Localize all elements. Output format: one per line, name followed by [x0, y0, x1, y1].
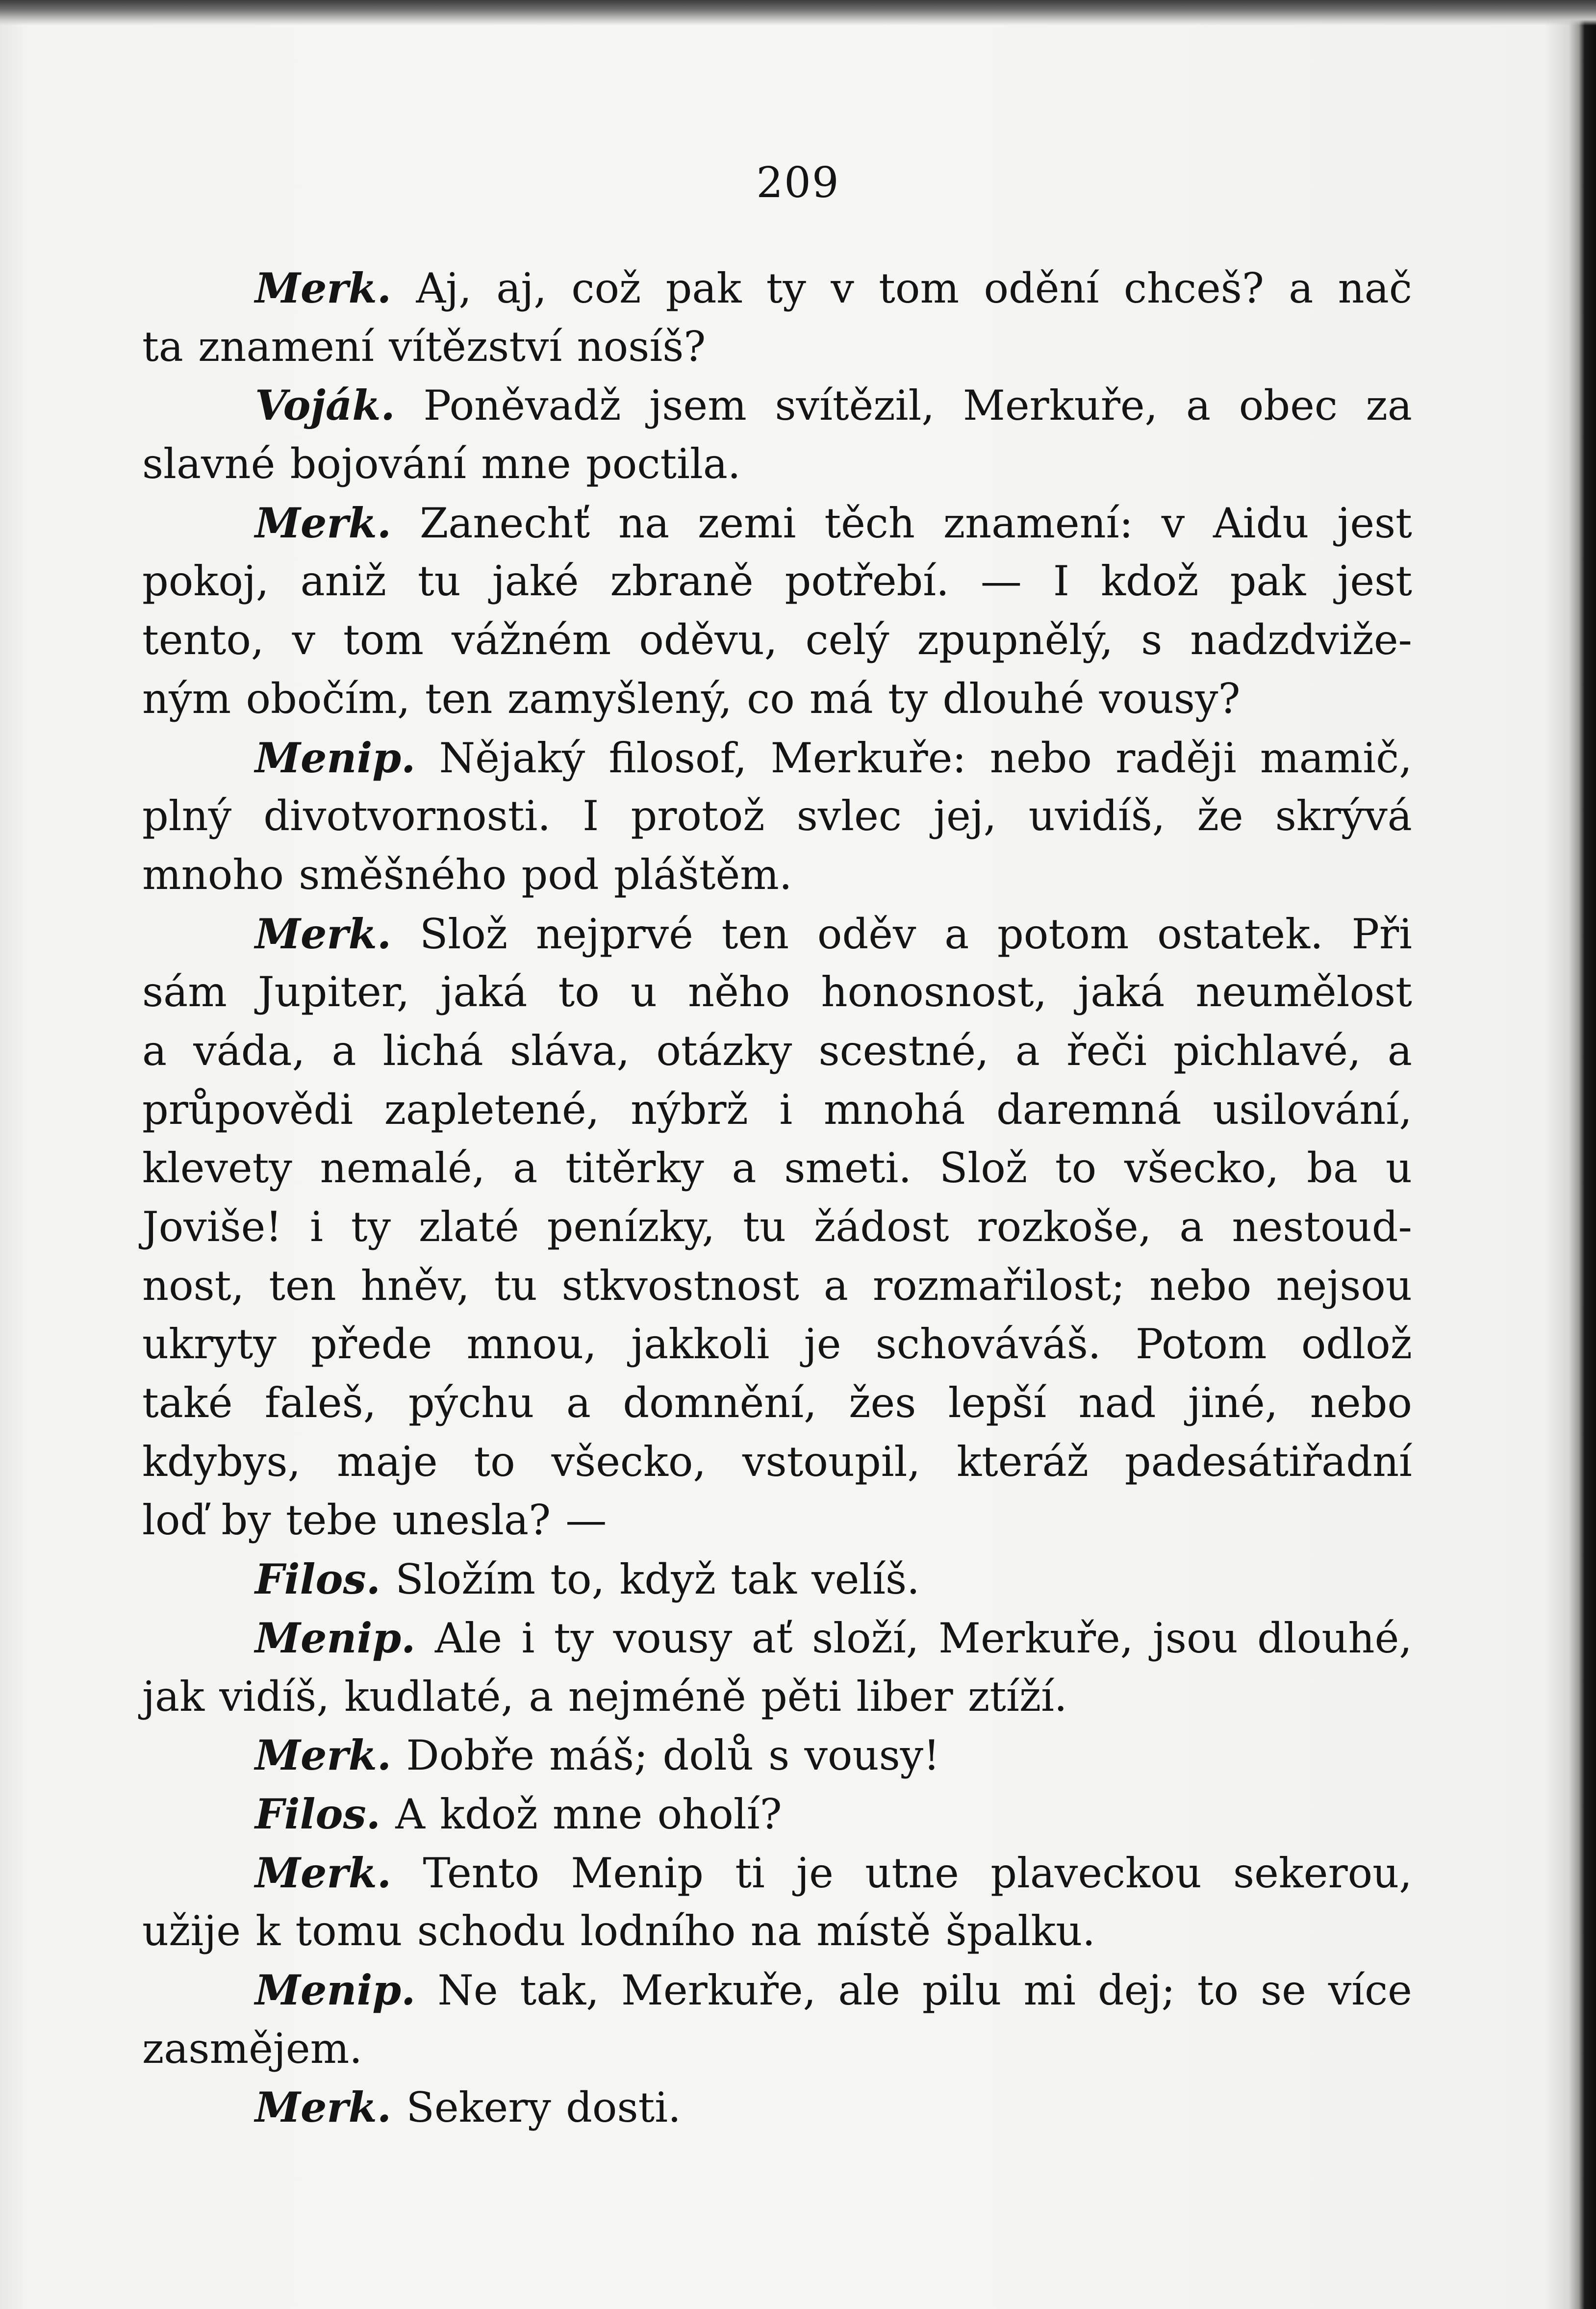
word: liber [856, 1672, 953, 1721]
word: tu [743, 1203, 786, 1251]
word: těch [824, 499, 915, 547]
word: co [747, 674, 795, 723]
word: lepší [948, 1379, 1047, 1427]
text-line [142, 963, 1412, 1022]
word: vítězství [389, 322, 562, 371]
word: kdybys, [142, 1437, 301, 1486]
speaker-name: Merk. [255, 2083, 392, 2132]
word: složí, [812, 1614, 919, 1662]
word: vousy [613, 1614, 733, 1662]
word: směšného [299, 850, 507, 899]
word: pod [521, 850, 599, 899]
word: svítězil, [775, 381, 935, 430]
word: a [1015, 1026, 1040, 1075]
text-line [142, 1609, 1412, 1668]
word: u [630, 968, 657, 1016]
text-line [142, 2078, 1412, 2137]
word: přede [311, 1320, 432, 1369]
speaker-name: Filos. [255, 1789, 381, 1838]
word: utne [865, 1849, 959, 1897]
word: obec [1239, 381, 1338, 430]
text-line [142, 259, 1412, 318]
word: kdož [440, 1790, 538, 1838]
word: nadzdviže- [1190, 616, 1412, 664]
word: jaká [440, 968, 528, 1016]
word: jsou [1152, 1614, 1238, 1662]
word: tak, [520, 1966, 599, 2014]
word: ukryty [142, 1320, 277, 1369]
word: — [980, 557, 1022, 606]
word: odlož [1301, 1320, 1412, 1369]
word: všecko, [1124, 1144, 1279, 1193]
word: nosíš? [577, 322, 706, 371]
text-line [142, 376, 1412, 435]
word: schováváš. [875, 1320, 1101, 1369]
word: mne [481, 440, 571, 488]
word: slavné [142, 440, 276, 488]
word: nejméně [568, 1672, 746, 1721]
word: odění [984, 264, 1099, 312]
word: zamyšlený, [507, 674, 732, 723]
word: dosti. [566, 2083, 681, 2132]
word: a [513, 1144, 538, 1193]
word: Menip [571, 1849, 704, 1897]
word: chceš? [1123, 264, 1264, 312]
word: neumělost [1195, 968, 1412, 1016]
word: Slož [419, 910, 508, 958]
word: divotvornosti. [263, 792, 551, 840]
text-line [142, 1374, 1412, 1433]
word: pak [1230, 557, 1306, 606]
word: Složím [395, 1555, 536, 1604]
word: maje [337, 1437, 438, 1486]
word: váda, [193, 1026, 305, 1075]
word: honosnost, [821, 968, 1047, 1016]
word: vstoupil, [742, 1437, 921, 1486]
word: žádost [814, 1203, 949, 1251]
word: aj, [496, 264, 547, 312]
word: to [558, 968, 600, 1016]
text-line [142, 1139, 1412, 1198]
word: filosof, [608, 734, 747, 782]
word: Merkuře: [770, 734, 966, 782]
word: tom [879, 264, 960, 312]
word: pýchu [408, 1379, 534, 1427]
word: dlouhé, [1257, 1614, 1412, 1662]
word: pak [665, 264, 742, 312]
word: pilu [922, 1966, 1002, 2014]
word: mnoho [142, 850, 284, 899]
word: to [1055, 1144, 1097, 1193]
speaker-name: Merk. [255, 1848, 392, 1897]
word: jaká [1078, 968, 1165, 1016]
word: že [1197, 792, 1243, 840]
word: na [618, 499, 670, 547]
word: lichá [382, 1026, 483, 1075]
word: tak [731, 1555, 797, 1604]
text-line [142, 1198, 1412, 1257]
word: Aidu [1213, 499, 1309, 547]
word: nad [1078, 1379, 1156, 1427]
text-line [142, 318, 1412, 377]
word: celý [805, 616, 889, 664]
word: nemalé, [320, 1144, 485, 1193]
word: by [221, 1496, 271, 1545]
text-line [142, 1961, 1412, 2020]
word: kudlaté, [344, 1672, 514, 1721]
word: Při [1351, 910, 1412, 958]
word: unesla? [392, 1496, 551, 1545]
word: ta [142, 322, 183, 371]
word: také [142, 1379, 233, 1427]
word: plaveckou [990, 1849, 1202, 1897]
word: nýbrž [631, 1085, 748, 1134]
word: faleš, [264, 1379, 377, 1427]
word: to [1197, 1966, 1239, 2014]
word: mi [1023, 1966, 1076, 2014]
word: mnou, [466, 1320, 597, 1369]
word: kdož [1101, 557, 1199, 606]
word: pláštěm. [613, 850, 792, 899]
word: všecko, [551, 1437, 707, 1486]
word: ty [554, 1614, 594, 1662]
word: pokoj, [142, 557, 269, 606]
word: pěti [760, 1672, 842, 1721]
word: ale [838, 1966, 900, 2014]
word: lodního [580, 1907, 736, 1955]
word: oděv [817, 910, 916, 958]
word: a [331, 1026, 356, 1075]
word: užije [142, 1907, 241, 1955]
word: skrývá [1275, 792, 1412, 840]
speaker-name: Filos. [255, 1555, 381, 1604]
word: nestoud- [1232, 1203, 1412, 1251]
word: plný [142, 792, 232, 840]
word: sláva, [509, 1026, 630, 1075]
word: mne [552, 1790, 643, 1838]
word: a [823, 1261, 848, 1310]
word: svlec [796, 792, 902, 840]
word: loď [142, 1496, 207, 1545]
word: domnění, [623, 1379, 817, 1427]
text-line [142, 670, 1412, 729]
text-line [142, 1902, 1412, 1961]
word: daremná [996, 1085, 1182, 1134]
word: i [521, 1614, 535, 1662]
text-line [142, 1315, 1412, 1374]
word: a [566, 1379, 591, 1427]
word: Dobře [406, 1731, 534, 1780]
word: penízky, [547, 1203, 715, 1251]
word: Ale [434, 1614, 503, 1662]
word: za [1366, 381, 1412, 430]
word: pichlavé, [1173, 1026, 1361, 1075]
word: jak [142, 1672, 205, 1721]
word: scestné, [818, 1026, 989, 1075]
word: klevety [142, 1144, 292, 1193]
word: stkvostnost [561, 1261, 799, 1310]
speaker-name: Menip. [255, 733, 416, 782]
word: máš; [549, 1731, 648, 1780]
word: kteráž [957, 1437, 1089, 1486]
text-line [142, 611, 1412, 670]
word: dolů [662, 1731, 754, 1780]
word: s [768, 1731, 790, 1780]
word: nost, [142, 1261, 245, 1310]
word: I [583, 792, 599, 840]
word: zemi [698, 499, 796, 547]
word: je [804, 1320, 841, 1369]
word: velíš. [811, 1555, 920, 1604]
word: vážném [452, 616, 611, 664]
word: ztíží. [967, 1672, 1067, 1721]
word: zapletené, [384, 1085, 600, 1134]
text-line [142, 846, 1412, 905]
word: jaké [492, 557, 579, 606]
word: špalku. [945, 1907, 1095, 1955]
word: více [1328, 1966, 1412, 2014]
text-line [142, 1257, 1412, 1316]
word: má [810, 674, 873, 723]
text-line [142, 1491, 1412, 1550]
word: zlaté [419, 1203, 519, 1251]
word: tom [343, 616, 424, 664]
word: raději [1115, 734, 1237, 782]
dialogue-text-block [142, 259, 1412, 2137]
word: rozmařilost; [872, 1261, 1125, 1310]
word: hněv, [360, 1261, 470, 1310]
word: i [310, 1203, 323, 1251]
word: na [750, 1907, 802, 1955]
word: Jupiter, [257, 968, 410, 1016]
word: i [779, 1085, 793, 1134]
text-line [142, 1726, 1412, 1785]
word: vousy! [804, 1731, 940, 1780]
word: Ne [437, 1966, 498, 2014]
text-line [142, 1081, 1412, 1140]
word: tomu [295, 1907, 403, 1955]
word: tu [417, 557, 461, 606]
word: mnohá [823, 1085, 965, 1134]
word: zbraně [610, 557, 754, 606]
word: Merkuře, [963, 381, 1158, 430]
word: jest [1337, 557, 1412, 606]
word: průpovědi [142, 1085, 354, 1134]
word: řeči [1066, 1026, 1147, 1075]
word: a [529, 1672, 554, 1721]
text-line [142, 1550, 1412, 1609]
word: Sekery [406, 2083, 551, 2132]
speaker-name: Merk. [255, 264, 392, 312]
word: Aj, [416, 264, 472, 312]
word: sekerou, [1233, 1849, 1412, 1897]
word: ten [425, 674, 493, 723]
word: zasmějem. [142, 2024, 362, 2073]
word: a [1387, 1026, 1412, 1075]
word: uvidíš, [1028, 792, 1165, 840]
word: tento, [142, 616, 264, 664]
word: mamič, [1260, 734, 1412, 782]
word: Merkuře, [938, 1614, 1134, 1662]
word: Potom [1135, 1320, 1267, 1369]
word: dej; [1097, 1966, 1175, 2014]
text-line [142, 552, 1412, 611]
word: ti [735, 1849, 765, 1897]
word: u [1385, 1144, 1412, 1193]
word: a [1179, 1203, 1204, 1251]
word: něho [687, 968, 790, 1016]
word: jest [1337, 499, 1412, 547]
text-line [142, 1668, 1412, 1726]
word: ty [766, 264, 806, 312]
word: sám [142, 968, 227, 1016]
text-line [142, 787, 1412, 846]
word: ným [142, 674, 231, 723]
word: a [1289, 264, 1314, 312]
word: v [292, 616, 316, 664]
word: Joviše! [142, 1203, 282, 1251]
word: Slož [939, 1144, 1028, 1193]
word: jiné, [1188, 1379, 1278, 1427]
word: nebo [989, 734, 1092, 782]
text-line [142, 1022, 1412, 1081]
word: když [619, 1555, 716, 1604]
word: místě [816, 1907, 931, 1955]
word: to, [550, 1555, 605, 1604]
speaker-name: Merk. [255, 1731, 392, 1780]
word: poctila. [585, 440, 741, 488]
page-number: 209 [756, 158, 840, 207]
word: ten [269, 1261, 336, 1310]
word: tu [494, 1261, 537, 1310]
text-line [142, 2020, 1412, 2079]
word: v [831, 264, 854, 312]
word: s [1141, 616, 1163, 664]
word: v [1161, 499, 1185, 547]
word: jakkoli [631, 1320, 770, 1369]
word: titěrky [565, 1144, 704, 1193]
word: ať [751, 1614, 793, 1662]
word: nebo [1149, 1261, 1252, 1310]
word: otázky [656, 1026, 792, 1075]
word: vousy? [1099, 674, 1241, 723]
word: A [395, 1790, 425, 1838]
word: I [1053, 557, 1070, 606]
word: aniž [300, 557, 386, 606]
word: zpupnělý, [917, 616, 1114, 664]
word: nebo [1310, 1379, 1412, 1427]
word: Zanechť [419, 499, 590, 547]
word: a [944, 910, 969, 958]
word: a [142, 1026, 167, 1075]
speaker-name: Menip. [255, 1965, 416, 2014]
text-line [142, 905, 1412, 964]
word: žes [849, 1379, 916, 1427]
word: rozkoše, [977, 1203, 1152, 1251]
word: oděvu, [639, 616, 778, 664]
word: k [255, 1907, 281, 1955]
word: znamení: [943, 499, 1133, 547]
word: ten [721, 910, 789, 958]
word: padesátiřadní [1124, 1437, 1412, 1486]
word: vidíš, [219, 1672, 330, 1721]
word: nejprvé [535, 910, 693, 958]
word: obočím, [246, 674, 410, 723]
text-line [142, 1433, 1412, 1492]
text-line [142, 435, 1412, 494]
word: bojování [290, 440, 467, 488]
word: dlouhé [942, 674, 1085, 723]
word: ostatek. [1157, 910, 1323, 958]
page-top-edge-shadow [0, 0, 1596, 25]
word: nač [1338, 264, 1412, 312]
word: usilování, [1213, 1085, 1412, 1134]
word: Nějaký [439, 734, 585, 782]
speaker-name: Voják. [255, 381, 395, 430]
word: což [571, 264, 641, 312]
text-line [142, 729, 1412, 787]
text-line [142, 1785, 1412, 1844]
word: Tento [423, 1849, 540, 1897]
speaker-name: Merk. [255, 909, 392, 958]
word: Poněvadž [423, 381, 621, 430]
word: ba [1307, 1144, 1358, 1193]
word: — [565, 1496, 607, 1545]
word: ty [887, 674, 928, 723]
word: se [1261, 1966, 1306, 2014]
word: protož [631, 792, 765, 840]
word: oholí? [657, 1790, 782, 1838]
word: znamení [198, 322, 374, 371]
text-line [142, 494, 1412, 553]
word: ty [351, 1203, 391, 1251]
word: je [796, 1849, 834, 1897]
word: to [474, 1437, 515, 1486]
word: smeti. [784, 1144, 912, 1193]
word: potřebí. [785, 557, 949, 606]
word: schodu [417, 1907, 566, 1955]
speaker-name: Menip. [255, 1613, 416, 1662]
word: nejsou [1276, 1261, 1412, 1310]
word: a [732, 1144, 757, 1193]
word: jej, [934, 792, 997, 840]
word: Merkuře, [621, 1966, 816, 2014]
speaker-name: Merk. [255, 498, 392, 547]
word: jsem [649, 381, 747, 430]
word: a [1186, 381, 1211, 430]
text-line [142, 1844, 1412, 1903]
word: potom [997, 910, 1129, 958]
word: tebe [285, 1496, 378, 1545]
